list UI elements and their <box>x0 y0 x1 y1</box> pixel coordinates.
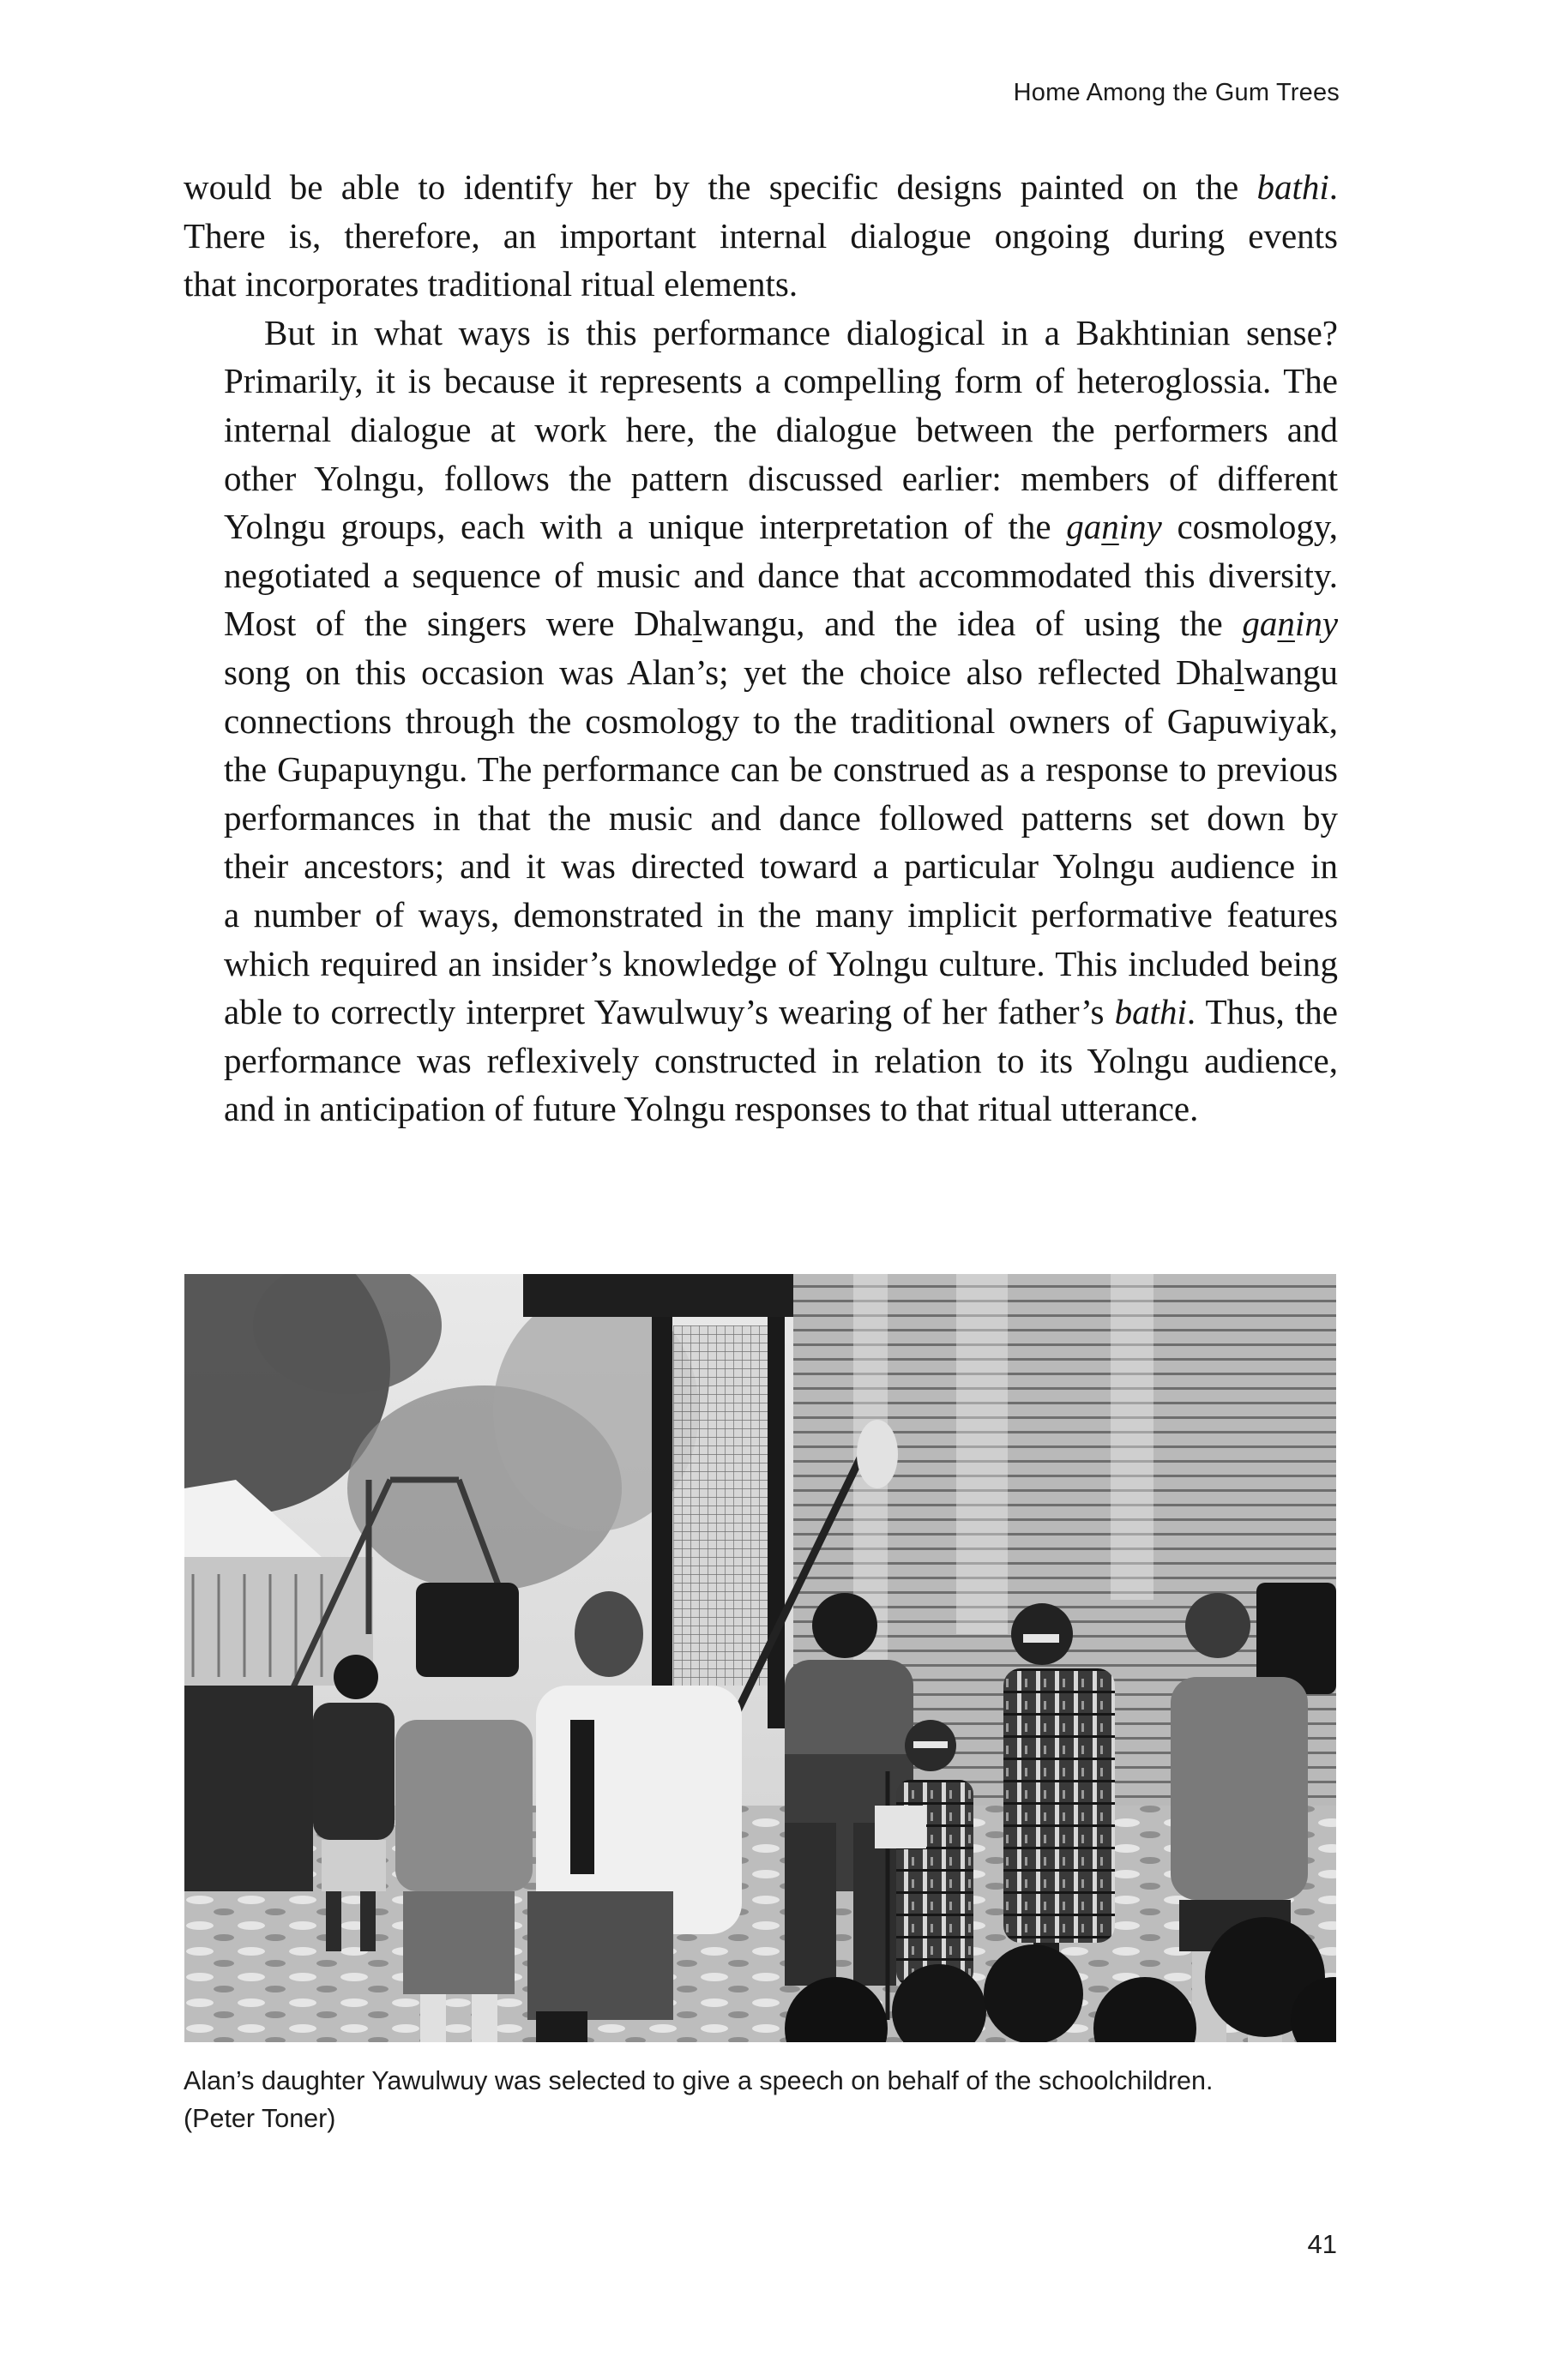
text-run: But in what ways is this performance dialogical in a Bakhtinian sense? <box>264 312 1338 352</box>
text-line: negotiated a sequence of music and dance that accommodated this diversity. <box>224 555 1338 595</box>
figure-caption <box>184 2062 1338 2137</box>
text-line: Primarily, it is because it represents a compelling form of heteroglossia. The <box>224 361 1338 401</box>
text-line: and in anticipation of future Yolngu responses to that ritual utterance. <box>224 1089 1199 1129</box>
text-line <box>184 988 1338 1037</box>
running-head: Home Among the Gum Trees <box>1013 79 1340 106</box>
text-run: cosmology, <box>1161 507 1338 547</box>
text-run: song on this occasion was Alan’s; yet the choice also reflected Dha <box>224 652 1235 692</box>
paragraph-1 <box>184 163 1338 309</box>
text-run: Yolngu groups, each with a unique interpretation of the <box>224 507 1067 547</box>
text-line <box>184 163 1338 212</box>
photo-credit: (Peter Toner) <box>184 2104 336 2133</box>
italic-term-bathi: bathi <box>1256 167 1329 207</box>
text-line: performances in that the music and dance followed patterns set down by <box>224 797 1338 838</box>
text-line: other Yolngu, follows the pattern discussed earlier: members of different <box>224 458 1338 498</box>
text-line: a number of ways, demonstrated in the many implicit performative features <box>224 894 1338 935</box>
text-line <box>184 502 1338 551</box>
body-text <box>184 163 1338 1133</box>
text-run: . Thus, the <box>1186 992 1338 1032</box>
text-line <box>184 599 1338 648</box>
text-line: their ancestors; and it was directed toward a particular Yolngu audience in <box>224 846 1338 886</box>
text-run: . <box>1328 167 1338 207</box>
text-run: iny <box>1118 507 1162 547</box>
italic-term-bathi: bathi <box>1114 992 1187 1032</box>
text-run: able to correctly interpret Yawulwuy’s wearing of her father’s <box>224 992 1115 1032</box>
text-line: performance was reflexively constructed in relation to its Yolngu audience, <box>224 1040 1338 1080</box>
text-line: connections through the cosmology to the traditional owners of Gapuwiyak, <box>224 700 1338 741</box>
underlined-letter: l <box>692 604 702 644</box>
text-run: would be able to identify her by the specific designs painted on the <box>184 167 1257 207</box>
text-run: ga <box>1242 604 1278 644</box>
text-line <box>184 309 1338 358</box>
paragraph-2 <box>184 309 1338 1133</box>
text-run: Most of the singers were Dha <box>224 604 693 644</box>
text-run: wangu, and the idea of using the <box>702 604 1243 644</box>
text-line: internal dialogue at work here, the dialogue between the performers and <box>224 409 1338 449</box>
italic-term-ganiny <box>1242 604 1338 643</box>
text-line: which required an insider’s knowledge of Yolngu culture. This included being <box>224 943 1338 983</box>
text-run: wangu <box>1244 652 1338 692</box>
text-line: the Gupapuyngu. The performance can be construed as a response to previous <box>224 749 1338 790</box>
underlined-letter: n <box>1101 507 1119 547</box>
underlined-letter: l <box>1234 652 1244 692</box>
text-line: There is, therefore, an important internal dialogue ongoing during events <box>184 215 1338 255</box>
photo-illustration <box>184 1274 1336 2042</box>
text-line: that incorporates traditional ritual elements. <box>184 264 798 304</box>
caption-text: Alan’s daughter Yawulwuy was selected to give a speech on behalf of the schoolchildren. <box>184 2066 1214 2095</box>
figure-photograph <box>184 1274 1336 2042</box>
page-number: 41 <box>1307 2229 1337 2259</box>
text-line <box>184 648 1338 697</box>
underlined-letter: n <box>1277 604 1295 644</box>
text-run: iny <box>1294 604 1339 644</box>
text-run: ga <box>1066 507 1102 547</box>
italic-term-ganiny <box>1066 507 1162 546</box>
